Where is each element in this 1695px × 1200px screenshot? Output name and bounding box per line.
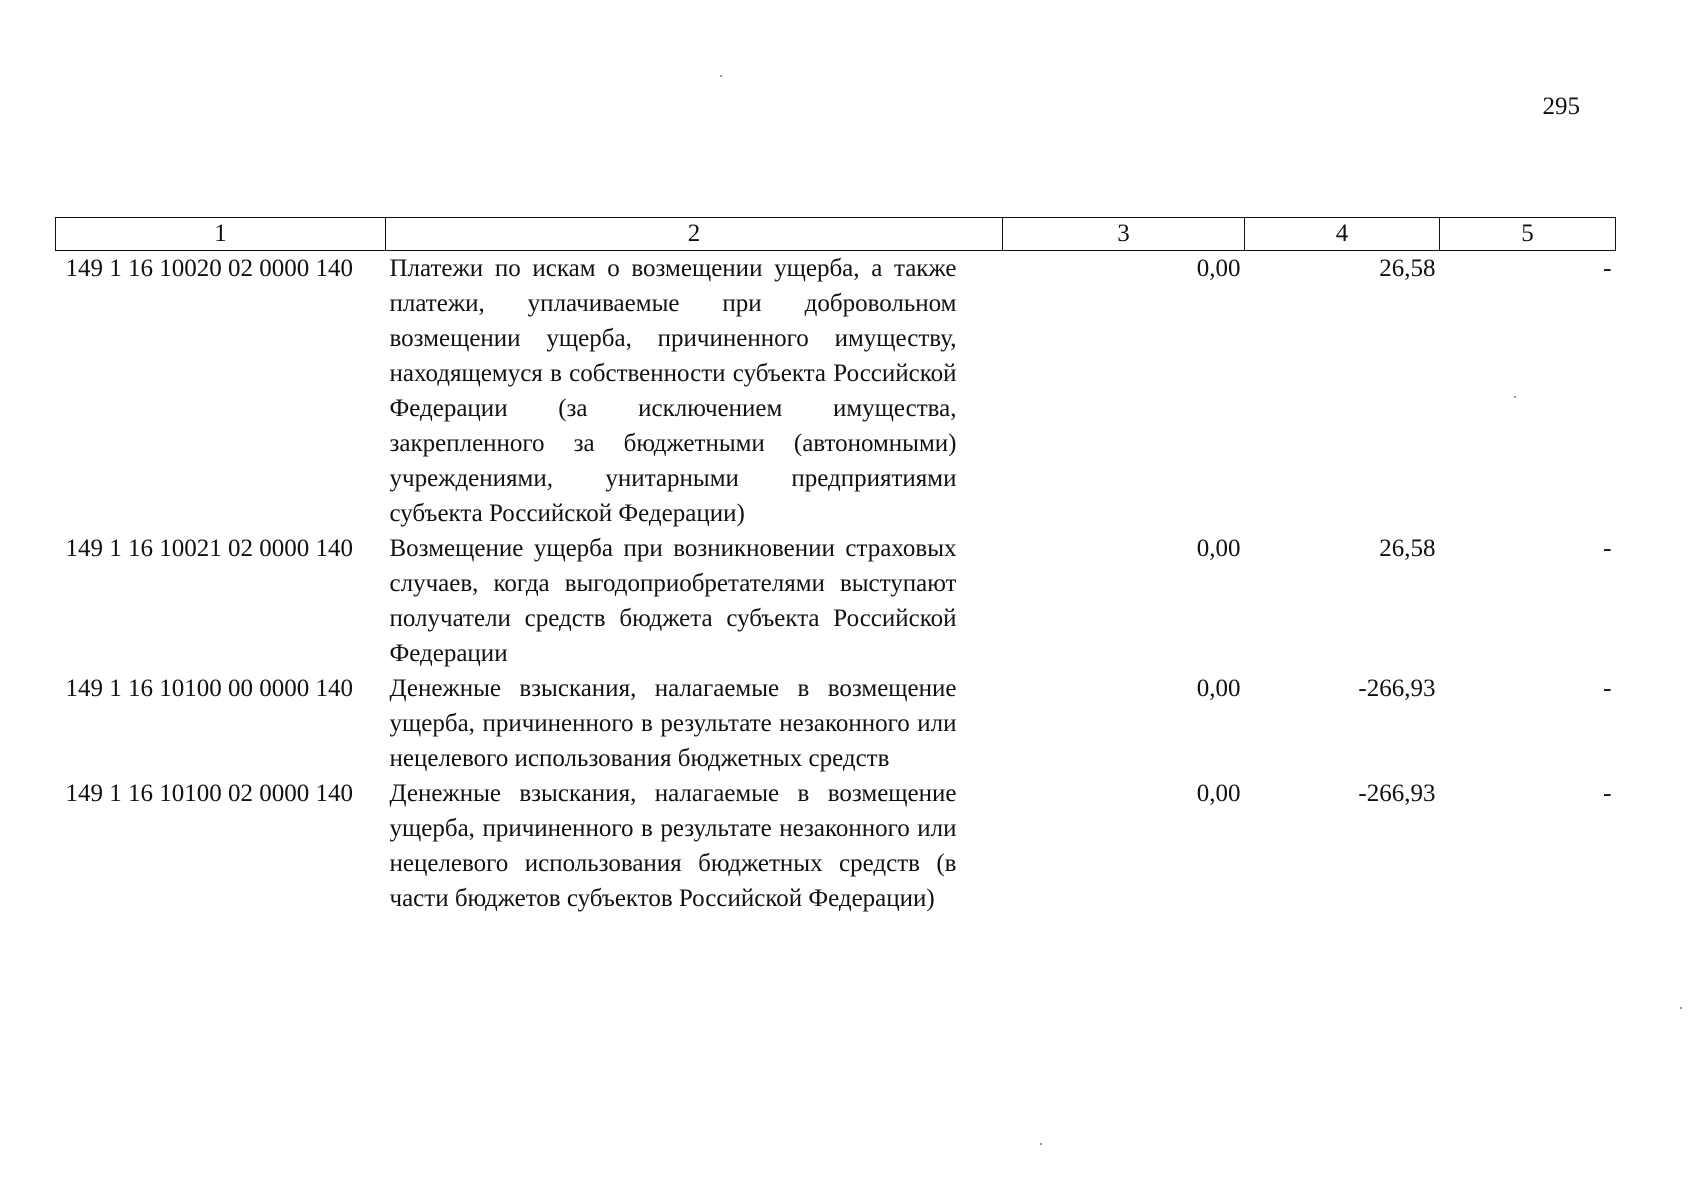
row-code: 149 1 16 10020 02 0000 140 [65, 255, 353, 282]
budget-table-container [55, 217, 1615, 916]
row-code: 149 1 16 10100 00 0000 140 [65, 675, 353, 702]
row-col3-value: 0,00 [1196, 675, 1241, 702]
scan-speck [1680, 1007, 1682, 1009]
row-col4-value: -266,93 [1358, 675, 1436, 702]
budget-table [55, 217, 1616, 916]
header-col-2: 2 [386, 218, 1003, 251]
header-col-4: 4 [1245, 218, 1440, 251]
table-header [56, 218, 1616, 251]
header-col-1: 1 [56, 218, 386, 251]
row-code: 149 1 16 10021 02 0000 140 [65, 535, 353, 562]
table-row [56, 776, 1616, 916]
row-col5-value: - [1603, 780, 1612, 807]
row-col4-value: -266,93 [1358, 780, 1436, 807]
row-description: Платежи по искам о возмещении ущерба, а также платежи, уплачиваемые при добровольном возмещении ущерба, причиненного имуществу, находящемуся в собственности субъекта Российской Федерации (за исключением имущества, закрепленного за бюджетными (автономными) учреждениями, унитарными предприятиями субъекта Российской Федерации) [389, 255, 957, 527]
row-col5-value: - [1603, 535, 1612, 562]
table-row [56, 251, 1616, 532]
table-row [56, 671, 1616, 776]
header-col-5: 5 [1440, 218, 1616, 251]
row-col5-value: - [1603, 255, 1612, 282]
row-col4-value: 26,58 [1379, 255, 1436, 282]
row-description: Денежные взыскания, налагаемые в возмещение ущерба, причиненного в результате незаконного или нецелевого использования бюджетных средств [389, 675, 957, 772]
row-description: Возмещение ущерба при возникновении страховых случаев, когда выгодоприобретателями выступают получатели средств бюджета субъекта Российской Федерации [389, 535, 957, 667]
row-col3-value: 0,00 [1196, 535, 1241, 562]
scan-speck [720, 75, 722, 77]
row-col4-value: 26,58 [1379, 535, 1436, 562]
row-col3-value: 0,00 [1196, 780, 1241, 807]
header-col-3: 3 [1003, 218, 1245, 251]
table-body [56, 251, 1616, 917]
header-row [56, 218, 1616, 251]
scan-speck [1514, 396, 1516, 398]
row-code: 149 1 16 10100 02 0000 140 [65, 780, 353, 807]
row-col5-value: - [1603, 675, 1612, 702]
row-description: Денежные взыскания, налагаемые в возмещение ущерба, причиненного в результате незаконного или нецелевого использования бюджетных средств (в части бюджетов субъектов Российской Федерации) [389, 780, 957, 912]
scan-speck [1040, 1143, 1042, 1145]
table-row [56, 531, 1616, 671]
page-number: 295 [1542, 93, 1580, 120]
row-col3-value: 0,00 [1196, 255, 1241, 282]
